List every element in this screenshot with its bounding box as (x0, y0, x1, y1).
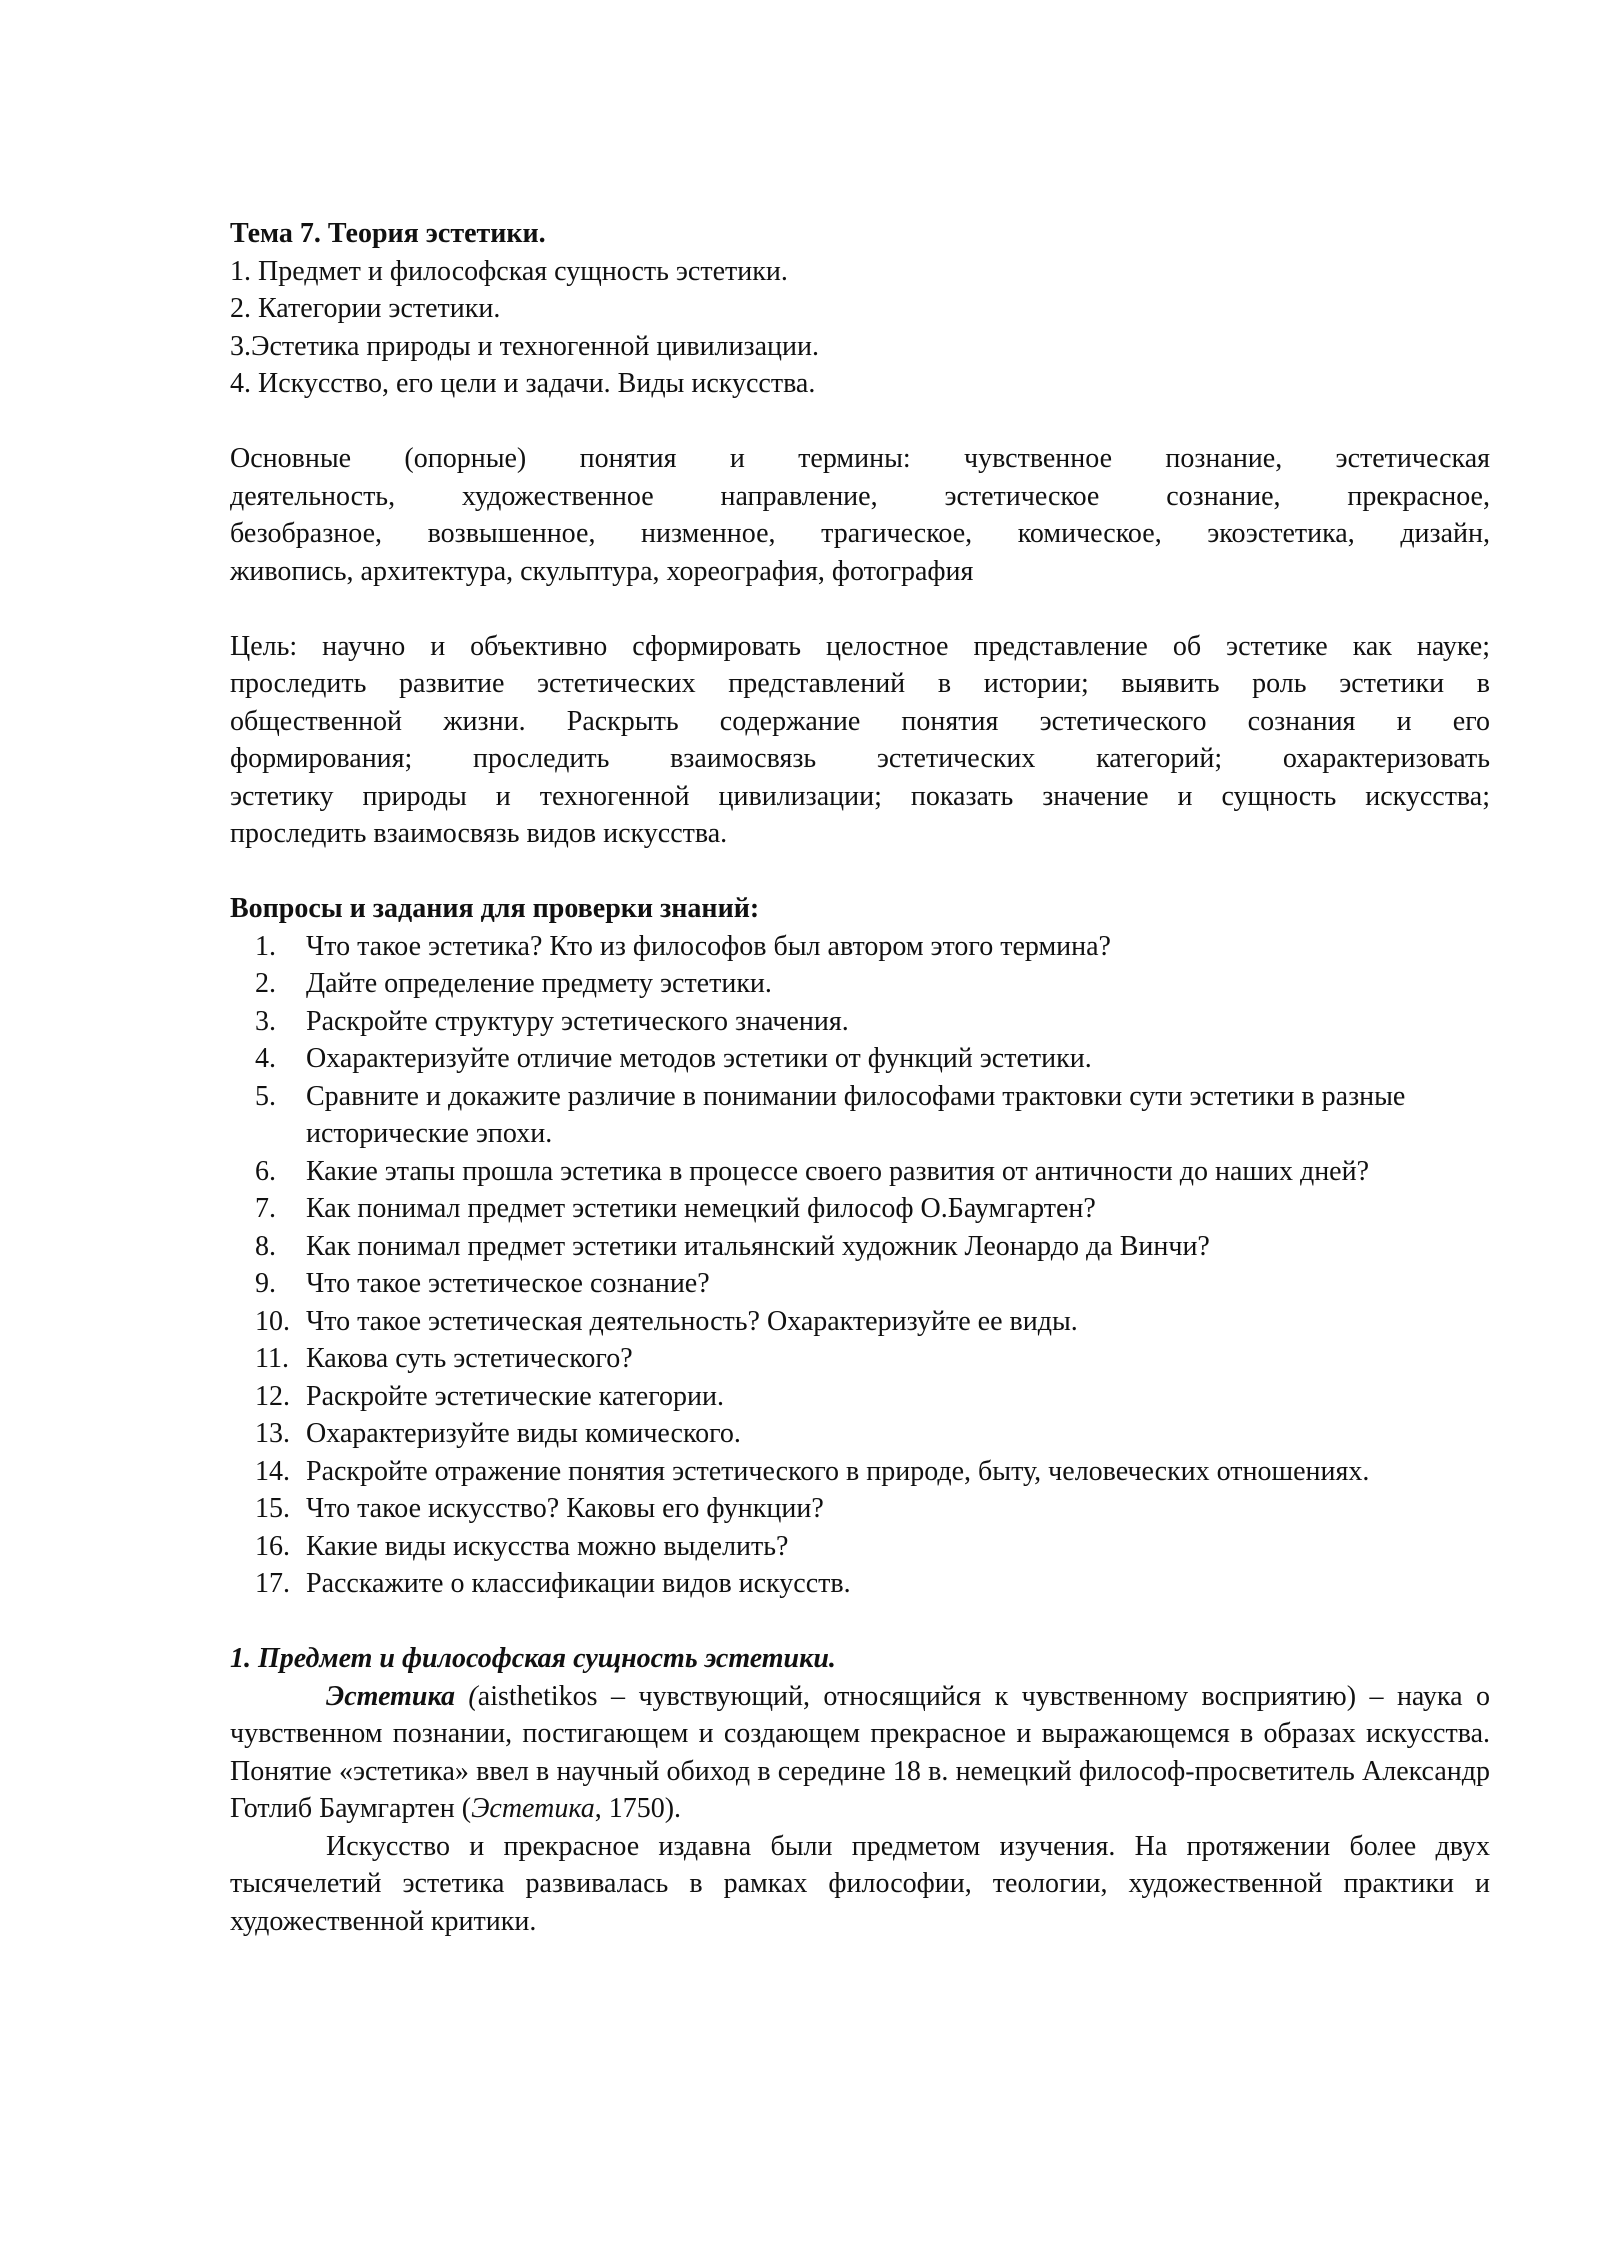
section-paragraph (230, 1678, 1490, 1828)
question-number: 7. (255, 1193, 276, 1224)
question-text: Что такое эстетика? Кто из философов был автором этого термина? (306, 930, 1111, 962)
goal-line: проследить взаимосвязь видов искусства. (230, 818, 728, 849)
section-title: 1. Предмет и философская сущность эстетики. (230, 1643, 836, 1674)
question-text: Какова суть эстетического? (306, 1343, 633, 1374)
question-text: Что такое эстетическое сознание? (306, 1268, 710, 1299)
question-item (230, 1528, 1490, 1566)
topic-item: 2. Категории эстетики. (230, 293, 501, 324)
question-text: Что такое эстетическая деятельность? Охарактеризуйте ее виды. (306, 1305, 1078, 1337)
goal-line: общественной жизни. Раскрыть содержание понятия эстетического сознания и его (230, 705, 1490, 737)
spacer (230, 853, 1490, 891)
question-text: Как понимал предмет эстетики итальянский художник Леонардо да Винчи? (306, 1230, 1210, 1262)
spacer (230, 403, 1490, 441)
question-number: 15. (255, 1493, 290, 1524)
question-text: Раскройте структуру эстетического значения. (306, 1005, 849, 1037)
question-text: Дайте определение предмету эстетики. (306, 968, 772, 999)
question-item (230, 1303, 1490, 1341)
questions-heading: Вопросы и задания для проверки знаний: (230, 893, 760, 924)
section-paragraph: Искусство и прекрасное издавна были предметом изучения. На протяжении более двух тысячелетий эстетика развивалась в рамках философии, теологии, художественной практики и художественной критики. (230, 1830, 1490, 1937)
topic-item: 3.Эстетика природы и техногенной цивилизации. (230, 330, 819, 362)
question-number: 14. (255, 1455, 290, 1487)
concepts-paragraph (230, 440, 1490, 590)
question-number: 9. (255, 1268, 276, 1299)
question-number: 8. (255, 1230, 276, 1262)
question-text: Охарактеризуйте виды комического. (306, 1418, 741, 1449)
question-item (230, 1003, 1490, 1041)
question-number: 13. (255, 1418, 290, 1449)
question-text: Сравните и докажите различие в понимании философами трактовки сути эстетики в разные исторические эпохи. (306, 1080, 1406, 1149)
topic-title: Тема 7. Теория эстетики. (230, 218, 546, 249)
topic-item: 1. Предмет и философская сущность эстетики. (230, 255, 788, 287)
question-item (230, 1228, 1490, 1266)
question-item (230, 1453, 1490, 1491)
topic-items (230, 253, 1490, 403)
question-number: 1. (255, 930, 276, 962)
questions-list (230, 928, 1490, 1603)
question-number: 10. (255, 1305, 290, 1337)
question-item (230, 1415, 1490, 1453)
question-item (230, 965, 1490, 1003)
question-item (230, 1565, 1490, 1603)
concepts-line: Основные (опорные) понятия и термины: чувственное познание, эстетическая (230, 443, 1490, 474)
question-item (230, 1265, 1490, 1303)
definition-tail: , 1750). (594, 1793, 682, 1824)
goal-line: формирования; проследить взаимосвязь эстетических категорий; охарактеризовать (230, 743, 1490, 774)
question-text: Раскройте отражение понятия эстетического в природе, быту, человеческих отношениях. (306, 1455, 1370, 1487)
goal-line: эстетику природы и техногенной цивилизации; показать значение и сущность искусства; (230, 780, 1490, 812)
question-item (230, 928, 1490, 966)
goal-line: проследить развитие эстетических представлений в истории; выявить роль эстетики в (230, 668, 1490, 699)
question-number: 5. (255, 1080, 276, 1112)
question-number: 3. (255, 1005, 276, 1037)
paren-open: ( (454, 1680, 478, 1712)
question-number: 12. (255, 1380, 290, 1412)
spacer (230, 1603, 1490, 1641)
topic-item: 4. Искусство, его цели и задачи. Виды искусства. (230, 368, 816, 399)
question-text: Раскройте эстетические категории. (306, 1380, 724, 1412)
question-item (230, 1078, 1490, 1153)
question-item (230, 1490, 1490, 1528)
question-item (230, 1340, 1490, 1378)
question-item (230, 1040, 1490, 1078)
question-number: 2. (255, 968, 276, 999)
question-text: Охарактеризуйте отличие методов эстетики от функций эстетики. (306, 1043, 1092, 1074)
concepts-line: живопись, архитектура, скульптура, хореография, фотография (230, 555, 974, 587)
question-number: 16. (255, 1530, 290, 1562)
spacer (230, 590, 1490, 628)
question-number: 4. (255, 1043, 276, 1074)
question-text: Какие виды искусства можно выделить? (306, 1530, 789, 1562)
concepts-line: деятельность, художественное направление, эстетическое сознание, прекрасное, (230, 480, 1490, 512)
document-page (230, 215, 1490, 1940)
question-item (230, 1153, 1490, 1191)
goal-paragraph (230, 628, 1490, 853)
question-text: Что такое искусство? Каковы его функции? (306, 1493, 824, 1524)
definition-text: aisthetikos – чувствующий, относящийся к чувственному восприятию) – наука о чувственном познании, постигающем и создающем прекрасное и выражающемся в образах искусства. Понятие «эстетика» ввел в научный обиход в середине 18 в. немецкий философ-просветитель Александр Готлиб Баумгартен ( (230, 1680, 1491, 1824)
term-aesthetics: Эстетика (326, 1680, 455, 1712)
goal-line: Цель: научно и объективно сформировать целостное представление об эстетике как науке; (230, 630, 1490, 662)
question-text: Как понимал предмет эстетики немецкий философ О.Баумгартен? (306, 1193, 1096, 1224)
question-number: 17. (255, 1568, 290, 1599)
question-item (230, 1378, 1490, 1416)
question-text: Какие этапы прошла эстетика в процессе своего развития от античности до наших дней? (306, 1155, 1370, 1187)
question-text: Расскажите о классификации видов искусств. (306, 1568, 851, 1599)
question-number: 6. (255, 1155, 276, 1187)
question-number: 11. (255, 1343, 289, 1374)
work-title: Эстетика (471, 1793, 595, 1824)
question-item (230, 1190, 1490, 1228)
concepts-line: безобразное, возвышенное, низменное, трагическое, комическое, экоэстетика, дизайн, (230, 518, 1490, 549)
